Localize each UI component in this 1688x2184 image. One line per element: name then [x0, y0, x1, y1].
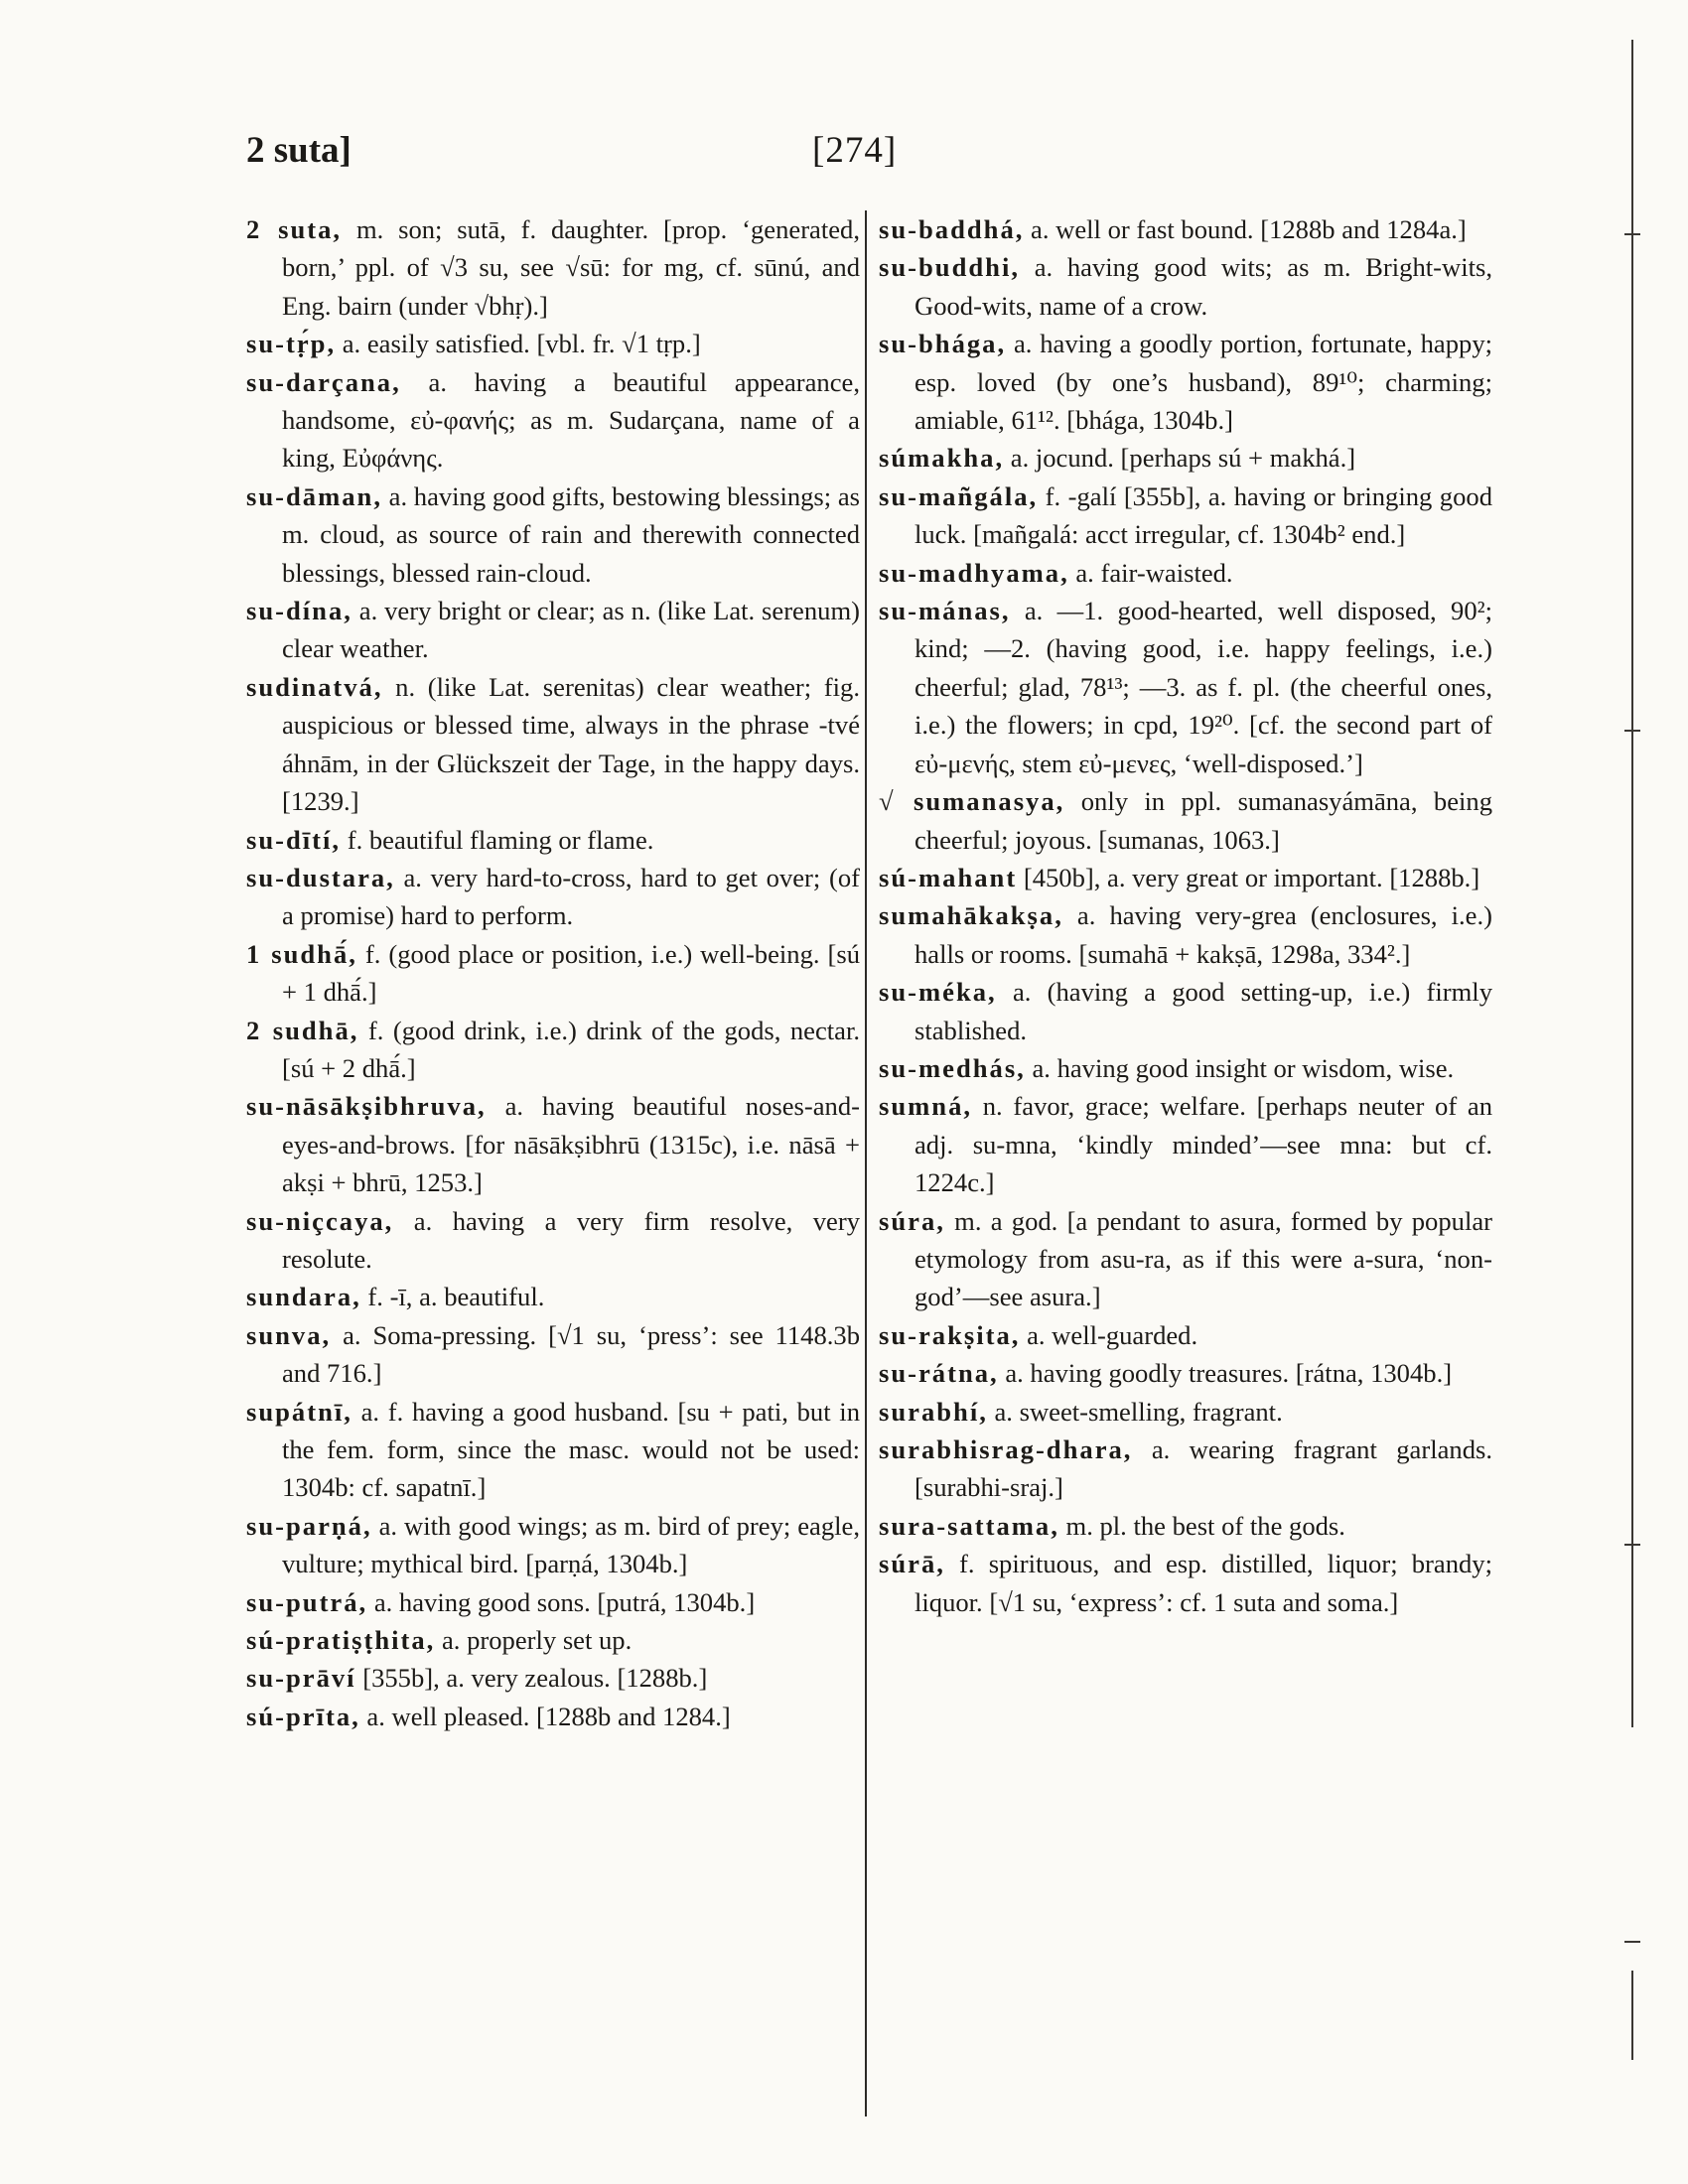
entry-definition: a. sweet-smelling, fragrant. — [987, 1396, 1283, 1427]
entry-headword: sú-mahant — [879, 862, 1018, 892]
entry-headword: su-bhága, — [879, 329, 1007, 359]
entry-headword: su-mánas, — [879, 596, 1011, 626]
scan-edge-line — [1631, 40, 1633, 1727]
entry-definition: a. having good gifts, bestowing blessings; as m. cloud, as source of rain and therewith connected blessings, blessed rain-cloud. — [282, 480, 860, 588]
entry-headword: su-rakṣita, — [879, 1319, 1021, 1350]
entry-definition: a. having good insight or wisdom, wise. — [1025, 1052, 1455, 1083]
dictionary-entry — [246, 1012, 860, 1088]
entry-headword: su-parṇá, — [246, 1510, 372, 1541]
entry-definition: f. -galí [355b], a. having or bringing good luck. [mañgalá: acct irregular, cf. 1304b² end.] — [914, 480, 1492, 550]
dictionary-entry — [879, 1316, 1492, 1354]
dictionary-entry — [879, 1431, 1492, 1507]
entry-headword: su-dāman, — [246, 480, 382, 511]
entry-definition: a. (having a good setting-up, i.e.) firmly stablished. — [914, 977, 1492, 1045]
page-number: [274] — [812, 130, 898, 171]
entry-headword: su-prāví — [246, 1663, 356, 1694]
dictionary-entry — [246, 1202, 860, 1279]
scan-edge-mark — [1624, 233, 1640, 235]
entry-headword: su-putrá, — [246, 1586, 368, 1617]
entry-definition: a. f. having a good husband. [su + pati, but in the fem. form, since the masc. would not be used: 1304b: cf. sapatnī.] — [282, 1396, 860, 1503]
scan-edge-mark — [1631, 1971, 1633, 2060]
dictionary-entry — [246, 1507, 860, 1583]
dictionary-entry — [246, 859, 860, 935]
running-head: 2 suta] — [246, 130, 352, 171]
dictionary-entry — [246, 935, 860, 1012]
entry-definition: a. having a very firm resolve, very resolute. — [282, 1205, 860, 1274]
scan-edge-mark — [1624, 1544, 1640, 1546]
entry-definition: a. with good wings; as m. bird of prey; eagle, vulture; mythical bird. [parṇá, 1304b.] — [282, 1510, 860, 1579]
dictionary-entry — [879, 592, 1492, 782]
dictionary-entry — [246, 1698, 860, 1735]
dictionary-entry — [879, 1087, 1492, 1201]
entry-definition: a. properly set up. — [435, 1625, 633, 1656]
dictionary-entry — [246, 478, 860, 592]
page-header — [246, 129, 1477, 189]
entry-headword: sumahākakṣa, — [879, 900, 1063, 931]
entry-headword: su-mañgála, — [879, 480, 1039, 511]
right-column — [879, 210, 1492, 1621]
entry-headword: sundara, — [246, 1282, 361, 1312]
dictionary-entry — [879, 973, 1492, 1049]
entry-definition: a. having a beautiful appearance, handsome, εὐ-φανής; as m. Sudarçana, name of a king, Εὐφάνης. — [282, 366, 860, 474]
dictionary-entry — [879, 1545, 1492, 1621]
entry-headword: su-tṛ́p, — [246, 329, 337, 359]
dictionary-entry — [246, 363, 860, 478]
dictionary-entry — [879, 325, 1492, 439]
dictionary-entry — [879, 1354, 1492, 1392]
left-column — [246, 210, 860, 1735]
entry-definition: only in ppl. sumanasyámāna, being cheerful; joyous. [sumanas, 1063.] — [914, 786, 1493, 855]
entry-definition: [355b], a. very zealous. [1288b.] — [355, 1663, 708, 1694]
entry-headword: 2 suta, — [246, 214, 343, 244]
entry-definition: [450b], a. very great or important. [1288b.] — [1017, 862, 1480, 892]
entry-headword: su-baddhá, — [879, 214, 1025, 244]
entry-headword: su-buddhi, — [879, 252, 1020, 283]
entry-definition: a. having a goodly portion, fortunate, happy; esp. loved (by one’s husband), 89¹⁰; charming; amiable, 61¹². [bhága, 1304b.] — [914, 329, 1492, 436]
dictionary-entry — [879, 554, 1492, 592]
entry-definition: n. (like Lat. serenitas) clear weather; fig. auspicious or blessed time, always in the phrase -tvé áhnām, in der Glückszeit der Tage, in the happy days. [1239.] — [282, 671, 860, 817]
entry-headword: 2 sudhā, — [246, 1015, 359, 1045]
entry-headword: su-dustara, — [246, 862, 395, 892]
entry-definition: f. (good place or position, i.e.) well-being. [sú + 1 dhā́.] — [282, 938, 860, 1008]
dictionary-entry — [879, 210, 1492, 248]
entry-definition: a. having goodly treasures. [rátna, 1304b.] — [998, 1358, 1453, 1389]
dictionary-entry — [246, 1316, 860, 1393]
entry-definition: m. son; sutā, f. daughter. [prop. ‘generated, born,’ ppl. of √3 su, see √sū: for mg, cf. sūnú, and Eng. bairn (under √bhṛ).] — [282, 214, 860, 321]
dictionary-entry — [246, 325, 860, 362]
dictionary-entry — [879, 478, 1492, 554]
entry-headword: sunva, — [246, 1319, 332, 1350]
entry-headword: sura-sattama, — [879, 1510, 1059, 1541]
dictionary-entry — [879, 248, 1492, 325]
entry-headword: su-dína, — [246, 596, 352, 626]
entry-headword: su-niçcaya, — [246, 1205, 394, 1236]
entry-definition: a. having good sons. [putrá, 1304b.] — [367, 1586, 756, 1617]
entry-headword: surabhisrag-dhara, — [879, 1434, 1133, 1464]
entry-headword: su-rátna, — [879, 1358, 999, 1389]
entry-definition: f. (good drink, i.e.) drink of the gods, nectar. [sú + 2 dhā́.] — [282, 1015, 860, 1083]
dictionary-entry — [246, 1278, 860, 1315]
dictionary-entry — [879, 1393, 1492, 1431]
entry-headword: su-medhás, — [879, 1052, 1026, 1083]
entry-definition: a. having very-grea (enclosures, i.e.) halls or rooms. [sumahā + kakṣā, 1298a, 334².] — [914, 900, 1492, 969]
dictionary-entry — [246, 1087, 860, 1201]
entry-definition: n. favor, grace; welfare. [perhaps neuter of an adj. su-mna, ‘kindly minded’—see mna: but cf. 1224c.] — [914, 1091, 1492, 1198]
dictionary-entry — [879, 1507, 1492, 1545]
dictionary-entry — [879, 1202, 1492, 1316]
entry-definition: a. fair-waisted. — [1068, 557, 1233, 588]
dictionary-entry — [879, 896, 1492, 973]
entry-headword: 1 sudhā́, — [246, 938, 357, 969]
entry-headword: su-darçana, — [246, 366, 401, 397]
entry-headword: su-méka, — [879, 977, 997, 1008]
entry-definition: f. spirituous, and esp. distilled, liquor; brandy; liquor. [√1 su, ‘express’: cf. 1 suta and soma.] — [914, 1549, 1492, 1617]
entry-headword: √ sumanasya, — [879, 786, 1065, 817]
dictionary-entry — [246, 668, 860, 821]
entry-headword: surabhí, — [879, 1396, 988, 1427]
dictionary-entry — [246, 592, 860, 668]
dictionary-entry — [879, 1049, 1492, 1087]
entry-definition: a. very hard-to-cross, hard to get over; (of a promise) hard to perform. — [282, 862, 860, 931]
entry-definition: a. having beautiful noses-and-eyes-and-brows. [for nāsākṣibhrū (1315c), i.e. nāsā + akṣi + bhrū, 1253.] — [282, 1091, 860, 1198]
entry-definition: a. —1. good-hearted, well disposed, 90²; kind; —2. (having good, i.e. happy feelings, i.e.) cheerful; glad, 78¹³; —3. as f. pl. (the cheerful ones, i.e.) the flowers; in cpd, 19²⁰. [cf. the second part of εὐ-μενής, stem εὐ-μενες, ‘well-disposed.’] — [914, 596, 1492, 778]
entry-definition: a. well pleased. [1288b and 1284.] — [359, 1701, 731, 1731]
dictionary-entry — [879, 439, 1492, 477]
entry-definition: a. well-guarded. — [1020, 1319, 1198, 1350]
dictionary-entry — [879, 782, 1492, 859]
entry-headword: súrā, — [879, 1549, 945, 1579]
dictionary-entry — [879, 859, 1492, 896]
entry-definition: f. -ī, a. beautiful. — [360, 1282, 545, 1312]
entry-headword: sudinatvá, — [246, 671, 383, 702]
column-divider — [865, 210, 867, 2116]
dictionary-entry — [246, 1659, 860, 1697]
entry-headword: súra, — [879, 1205, 945, 1236]
entry-headword: sú-pratiṣṭhita, — [246, 1625, 436, 1656]
entry-definition: a. well or fast bound. [1288b and 1284a.] — [1024, 214, 1467, 244]
entry-definition: a. wearing fragrant garlands. [surabhi-sraj.] — [914, 1434, 1492, 1503]
scan-edge-mark — [1624, 730, 1640, 732]
entry-definition: f. beautiful flaming or flame. — [341, 824, 654, 855]
dictionary-entry — [246, 1583, 860, 1621]
entry-headword: sumná, — [879, 1091, 973, 1122]
entry-definition: a. easily satisfied. [vbl. fr. √1 tṛp.] — [336, 329, 701, 359]
dictionary-entry — [246, 210, 860, 325]
entry-definition: m. a god. [a pendant to asura, formed by popular etymology from asu-ra, as if this were a-sura, ‘non-god’—see asura.] — [914, 1205, 1492, 1312]
entry-definition: a. very bright or clear; as n. (like Lat. serenum) clear weather. — [282, 596, 860, 664]
dictionary-entry — [246, 1393, 860, 1507]
entry-headword: su-dītí, — [246, 824, 342, 855]
entry-definition: a. having good wits; as m. Bright-wits, Good-wits, name of a crow. — [914, 252, 1492, 321]
entry-headword: sú-prīta, — [246, 1701, 360, 1731]
entry-headword: su-madhyama, — [879, 557, 1069, 588]
entry-headword: súmakha, — [879, 443, 1005, 474]
entry-definition: a. Soma-pressing. [√1 su, ‘press’: see 1148.3b and 716.] — [282, 1319, 860, 1389]
entry-definition: a. jocund. [perhaps sú + makhá.] — [1004, 443, 1356, 474]
dictionary-entry — [246, 821, 860, 859]
entry-headword: supátnī, — [246, 1396, 352, 1427]
scan-edge-mark — [1624, 1941, 1640, 1943]
dictionary-entry — [246, 1621, 860, 1659]
entry-definition: m. pl. the best of the gods. — [1058, 1510, 1345, 1541]
entry-headword: su-nāsākṣibhruva, — [246, 1091, 487, 1122]
